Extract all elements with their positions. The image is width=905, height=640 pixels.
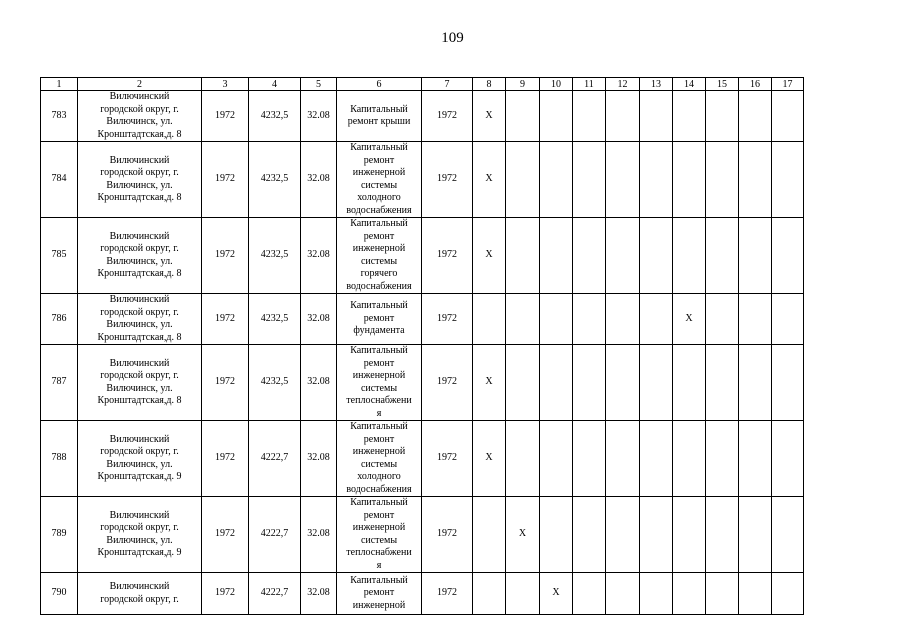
period-mark-cell	[540, 91, 573, 142]
year-cell: 1972	[422, 573, 473, 615]
address-line: городской округ, г.	[100, 167, 179, 178]
column-header: 4	[249, 78, 301, 91]
work-type-line: холодного	[357, 471, 401, 482]
period-mark-cell	[706, 421, 739, 497]
period-mark-cell	[573, 345, 606, 421]
period-mark-cell	[506, 345, 540, 421]
period-mark-cell: X	[473, 345, 506, 421]
work-type-cell	[337, 497, 422, 573]
rate-cell: 32.08	[301, 573, 337, 615]
column-header: 2	[78, 78, 202, 91]
period-mark-cell	[640, 421, 673, 497]
period-mark-cell	[739, 345, 772, 421]
column-header: 9	[506, 78, 540, 91]
area-cell: 4222,7	[249, 573, 301, 615]
period-mark-cell	[673, 421, 706, 497]
work-type-line: ремонт	[363, 357, 395, 369]
address-cell	[78, 421, 202, 497]
address-line: Кронштадтская,д. 8	[97, 128, 182, 140]
address-cell	[78, 91, 202, 142]
period-mark-cell	[473, 294, 506, 345]
area-cell: 4232,5	[249, 91, 301, 142]
work-type-line: фундамента	[353, 325, 405, 337]
period-mark-cell: X	[506, 497, 540, 573]
build-year-cell: 1972	[202, 91, 249, 142]
column-header: 15	[706, 78, 739, 91]
column-header: 10	[540, 78, 573, 91]
address-line: Кронштадтская,д. 8	[97, 331, 182, 343]
work-type-cell	[337, 294, 422, 345]
period-mark-cell	[739, 573, 772, 615]
work-type-line: теплоснабжени	[346, 547, 412, 558]
period-mark-cell	[706, 573, 739, 615]
work-type-line: ремонт	[363, 312, 395, 324]
year-cell: 1972	[422, 345, 473, 421]
table-row	[41, 421, 804, 497]
period-mark-cell	[540, 218, 573, 294]
period-mark-cell	[573, 142, 606, 218]
period-mark-cell	[772, 294, 804, 345]
period-mark-cell	[540, 345, 573, 421]
period-mark-cell	[706, 91, 739, 142]
rate-cell: 32.08	[301, 218, 337, 294]
capital-repair-table	[40, 77, 804, 615]
work-type-line: ремонт	[363, 433, 395, 445]
work-type-cell	[337, 421, 422, 497]
period-mark-cell	[673, 218, 706, 294]
work-type-line: системы	[360, 382, 398, 394]
area-cell: 4232,5	[249, 345, 301, 421]
period-mark-cell	[772, 573, 804, 615]
address-line: Вилючинский	[109, 154, 170, 166]
work-type-cell	[337, 345, 422, 421]
address-line: городской округ, г.	[100, 446, 179, 457]
work-type-line: Капитальный	[350, 103, 408, 115]
build-year-cell: 1972	[202, 573, 249, 615]
address-cell	[78, 573, 202, 615]
period-mark-cell	[739, 294, 772, 345]
period-mark-cell	[506, 421, 540, 497]
period-mark-cell	[606, 294, 640, 345]
period-mark-cell	[706, 345, 739, 421]
period-mark-cell	[473, 573, 506, 615]
period-mark-cell	[540, 294, 573, 345]
address-cell	[78, 142, 202, 218]
period-mark-cell	[772, 497, 804, 573]
column-header: 13	[640, 78, 673, 91]
work-type-line: системы	[360, 458, 398, 470]
work-type-line: я	[376, 559, 382, 571]
rate-cell: 32.08	[301, 91, 337, 142]
area-cell: 4222,7	[249, 421, 301, 497]
period-mark-cell	[772, 142, 804, 218]
period-mark-cell	[540, 497, 573, 573]
build-year-cell: 1972	[202, 421, 249, 497]
period-mark-cell	[739, 218, 772, 294]
address-line: Вилючинск, ул.	[106, 179, 173, 191]
build-year-cell: 1972	[202, 345, 249, 421]
rate-cell: 32.08	[301, 497, 337, 573]
work-type-line: ремонт	[363, 154, 395, 166]
address-line: Кронштадтская,д. 8	[97, 192, 182, 203]
work-type-line: Капитальный	[350, 345, 408, 356]
address-cell	[78, 497, 202, 573]
period-mark-cell	[640, 142, 673, 218]
work-type-line: инженерной	[352, 370, 406, 381]
address-line: городской округ, г.	[100, 370, 179, 381]
area-cell: 4222,7	[249, 497, 301, 573]
address-line: Вилючинск, ул.	[106, 382, 173, 394]
build-year-cell: 1972	[202, 142, 249, 218]
build-year-cell: 1972	[202, 497, 249, 573]
build-year-cell: 1972	[202, 294, 249, 345]
area-cell: 4232,5	[249, 218, 301, 294]
period-mark-cell	[540, 142, 573, 218]
period-mark-cell: X	[673, 294, 706, 345]
period-mark-cell	[573, 91, 606, 142]
column-header: 16	[739, 78, 772, 91]
column-header: 7	[422, 78, 473, 91]
work-type-cell	[337, 573, 422, 615]
address-line: городской округ, г.	[100, 593, 179, 605]
period-mark-cell	[673, 142, 706, 218]
row-number-cell: 785	[41, 218, 78, 294]
work-type-line: я	[376, 407, 382, 419]
work-type-line: Капитальный	[350, 574, 408, 586]
period-mark-cell	[606, 91, 640, 142]
work-type-line: системы	[360, 179, 398, 191]
period-mark-cell: X	[473, 142, 506, 218]
address-cell	[78, 218, 202, 294]
period-mark-cell: X	[473, 421, 506, 497]
work-type-line: ремонт крыши	[347, 116, 411, 127]
period-mark-cell	[573, 573, 606, 615]
work-type-line: Капитальный	[350, 497, 408, 508]
work-type-cell	[337, 142, 422, 218]
period-mark-cell	[506, 142, 540, 218]
period-mark-cell	[573, 497, 606, 573]
work-type-line: водоснабжения	[346, 483, 412, 495]
year-cell: 1972	[422, 218, 473, 294]
column-header: 3	[202, 78, 249, 91]
table-row	[41, 142, 804, 218]
work-type-line: системы	[360, 255, 398, 267]
rate-cell: 32.08	[301, 294, 337, 345]
column-header: 11	[573, 78, 606, 91]
period-mark-cell	[606, 142, 640, 218]
address-line: городской округ, г.	[100, 103, 179, 115]
period-mark-cell	[706, 294, 739, 345]
row-number-cell: 786	[41, 294, 78, 345]
period-mark-cell	[706, 142, 739, 218]
period-mark-cell	[606, 345, 640, 421]
table-row	[41, 91, 804, 142]
period-mark-cell	[772, 421, 804, 497]
period-mark-cell: X	[473, 218, 506, 294]
work-type-line: инженерной	[352, 446, 406, 457]
period-mark-cell	[506, 294, 540, 345]
year-cell: 1972	[422, 91, 473, 142]
row-number-cell: 788	[41, 421, 78, 497]
period-mark-cell	[739, 497, 772, 573]
address-line: Кронштадтская,д. 8	[97, 268, 182, 279]
period-mark-cell	[640, 91, 673, 142]
column-header: 5	[301, 78, 337, 91]
work-type-line: Капитальный	[350, 142, 408, 153]
work-type-line: водоснабжения	[346, 280, 412, 292]
work-type-line: Капитальный	[350, 421, 408, 432]
period-mark-cell	[606, 218, 640, 294]
address-line: Вилючинский	[109, 433, 170, 445]
table-row	[41, 573, 804, 615]
area-cell: 4232,5	[249, 142, 301, 218]
address-line: Вилючинский	[109, 581, 170, 592]
address-line: Вилючинск, ул.	[106, 116, 173, 127]
work-type-line: инженерной	[352, 522, 406, 533]
work-type-line: инженерной	[352, 167, 406, 178]
work-type-line: холодного	[357, 192, 401, 203]
period-mark-cell	[706, 497, 739, 573]
row-number-cell: 784	[41, 142, 78, 218]
address-line: Вилючинский	[109, 294, 170, 305]
table-row	[41, 294, 804, 345]
address-line: Вилючинский	[109, 230, 170, 242]
period-mark-cell	[640, 497, 673, 573]
period-mark-cell	[506, 218, 540, 294]
column-header: 1	[41, 78, 78, 91]
work-type-cell	[337, 218, 422, 294]
area-cell: 4232,5	[249, 294, 301, 345]
table-row	[41, 497, 804, 573]
period-mark-cell	[606, 573, 640, 615]
period-mark-cell	[506, 573, 540, 615]
period-mark-cell	[540, 421, 573, 497]
column-number-row	[41, 78, 804, 91]
period-mark-cell	[473, 497, 506, 573]
column-header: 14	[673, 78, 706, 91]
period-mark-cell	[673, 345, 706, 421]
period-mark-cell	[640, 573, 673, 615]
address-cell	[78, 345, 202, 421]
address-line: Вилючинск, ул.	[106, 534, 173, 546]
work-type-line: ремонт	[363, 587, 395, 599]
work-type-line: теплоснабжени	[346, 395, 412, 406]
address-line: Кронштадтская,д. 9	[97, 547, 182, 558]
period-mark-cell	[606, 497, 640, 573]
period-mark-cell: X	[473, 91, 506, 142]
address-line: Вилючинский	[109, 91, 170, 102]
year-cell: 1972	[422, 142, 473, 218]
work-type-line: горячего	[360, 268, 398, 279]
address-cell	[78, 294, 202, 345]
address-line: Вилючинск, ул.	[106, 458, 173, 470]
period-mark-cell	[640, 294, 673, 345]
row-number-cell: 789	[41, 497, 78, 573]
work-type-line: водоснабжения	[346, 204, 412, 216]
work-type-cell	[337, 91, 422, 142]
address-line: городской округ, г.	[100, 243, 179, 254]
column-header: 8	[473, 78, 506, 91]
work-type-line: Капитальный	[350, 300, 408, 312]
work-type-line: системы	[360, 534, 398, 546]
period-mark-cell	[640, 345, 673, 421]
period-mark-cell	[739, 91, 772, 142]
row-number-cell: 783	[41, 91, 78, 142]
rate-cell: 32.08	[301, 421, 337, 497]
period-mark-cell	[673, 497, 706, 573]
address-line: Вилючинский	[109, 509, 170, 521]
period-mark-cell	[739, 421, 772, 497]
rate-cell: 32.08	[301, 345, 337, 421]
period-mark-cell	[573, 421, 606, 497]
year-cell: 1972	[422, 421, 473, 497]
address-line: Кронштадтская,д. 9	[97, 471, 182, 482]
column-header: 12	[606, 78, 640, 91]
row-number-cell: 790	[41, 573, 78, 615]
period-mark-cell	[772, 91, 804, 142]
year-cell: 1972	[422, 497, 473, 573]
year-cell: 1972	[422, 294, 473, 345]
address-line: Вилючинск, ул.	[106, 255, 173, 267]
period-mark-cell	[673, 573, 706, 615]
table-row	[41, 345, 804, 421]
rate-cell: 32.08	[301, 142, 337, 218]
work-type-line: инженерной	[352, 599, 406, 611]
work-type-line: Капитальный	[350, 218, 408, 229]
address-line: Кронштадтская,д. 8	[97, 395, 182, 406]
period-mark-cell	[673, 91, 706, 142]
table-row	[41, 218, 804, 294]
address-line: городской округ, г.	[100, 522, 179, 533]
period-mark-cell: X	[540, 573, 573, 615]
work-type-line: инженерной	[352, 243, 406, 254]
period-mark-cell	[640, 218, 673, 294]
period-mark-cell	[606, 421, 640, 497]
period-mark-cell	[706, 218, 739, 294]
period-mark-cell	[772, 345, 804, 421]
column-header: 6	[337, 78, 422, 91]
work-type-line: ремонт	[363, 230, 395, 242]
address-line: Вилючинск, ул.	[106, 319, 173, 330]
period-mark-cell	[573, 218, 606, 294]
period-mark-cell	[506, 91, 540, 142]
address-line: Вилючинский	[109, 357, 170, 369]
page-number: 109	[441, 30, 464, 46]
address-line: городской округ, г.	[100, 306, 179, 318]
column-header: 17	[772, 78, 804, 91]
period-mark-cell	[739, 142, 772, 218]
work-type-line: ремонт	[363, 509, 395, 521]
period-mark-cell	[772, 218, 804, 294]
period-mark-cell	[573, 294, 606, 345]
build-year-cell: 1972	[202, 218, 249, 294]
row-number-cell: 787	[41, 345, 78, 421]
